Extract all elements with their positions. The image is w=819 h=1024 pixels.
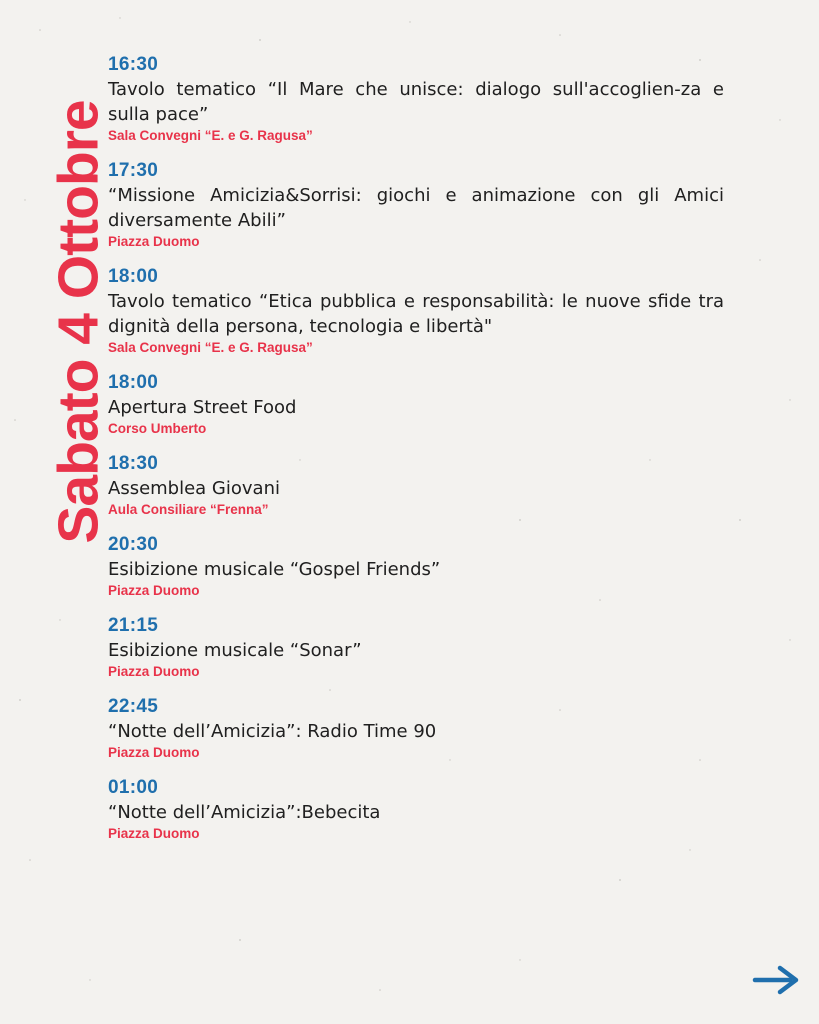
event-time: 18:00 <box>108 372 159 393</box>
event-item <box>108 776 724 842</box>
event-location: Piazza Duomo <box>108 664 200 679</box>
arrow-right-icon[interactable] <box>752 962 802 998</box>
event-time: 16:30 <box>108 54 159 75</box>
event-location: Corso Umberto <box>108 421 207 436</box>
event-title: “Notte dell’Amicizia”:Bebecita <box>108 802 381 823</box>
event-title: Assemblea Giovani <box>108 478 280 499</box>
event-location: Sala Convegni “E. e G. Ragusa” <box>108 340 313 355</box>
event-item <box>108 53 724 144</box>
event-item <box>108 533 724 599</box>
event-location: Sala Convegni “E. e G. Ragusa” <box>108 128 313 143</box>
event-item <box>108 159 724 250</box>
event-item <box>108 695 724 761</box>
event-location: Piazza Duomo <box>108 826 200 841</box>
event-location: Piazza Duomo <box>108 583 200 598</box>
event-item <box>108 265 724 356</box>
event-time: 01:00 <box>108 777 159 798</box>
day-heading: Sabato 4 Ottobre <box>46 100 111 544</box>
event-schedule <box>108 53 724 857</box>
event-time: 21:15 <box>108 615 159 636</box>
event-time: 18:00 <box>108 266 159 287</box>
event-time: 20:30 <box>108 534 159 555</box>
event-location: Piazza Duomo <box>108 234 200 249</box>
event-item <box>108 614 724 680</box>
event-location: Piazza Duomo <box>108 745 200 760</box>
event-item <box>108 452 724 518</box>
event-title: “Missione Amicizia&Sorrisi: giochi e animazione con gli Amici diversamente Abili” <box>108 185 724 231</box>
event-title: Tavolo tematico “Etica pubblica e responsabilità: le nuove sfide tra dignità della persona, tecnologia e libertà" <box>108 291 724 337</box>
event-time: 22:45 <box>108 696 159 717</box>
event-title: Esibizione musicale “Gospel Friends” <box>108 559 441 580</box>
event-location: Aula Consiliare “Frenna” <box>108 502 269 517</box>
event-title: “Notte dell’Amicizia”: Radio Time 90 <box>108 721 437 742</box>
event-title: Apertura Street Food <box>108 397 297 418</box>
event-time: 18:30 <box>108 453 159 474</box>
event-item <box>108 371 724 437</box>
event-title: Tavolo tematico “Il Mare che unisce: dialogo sull'accoglien-za e sulla pace” <box>108 79 724 125</box>
event-title: Esibizione musicale “Sonar” <box>108 640 362 661</box>
event-time: 17:30 <box>108 160 159 181</box>
